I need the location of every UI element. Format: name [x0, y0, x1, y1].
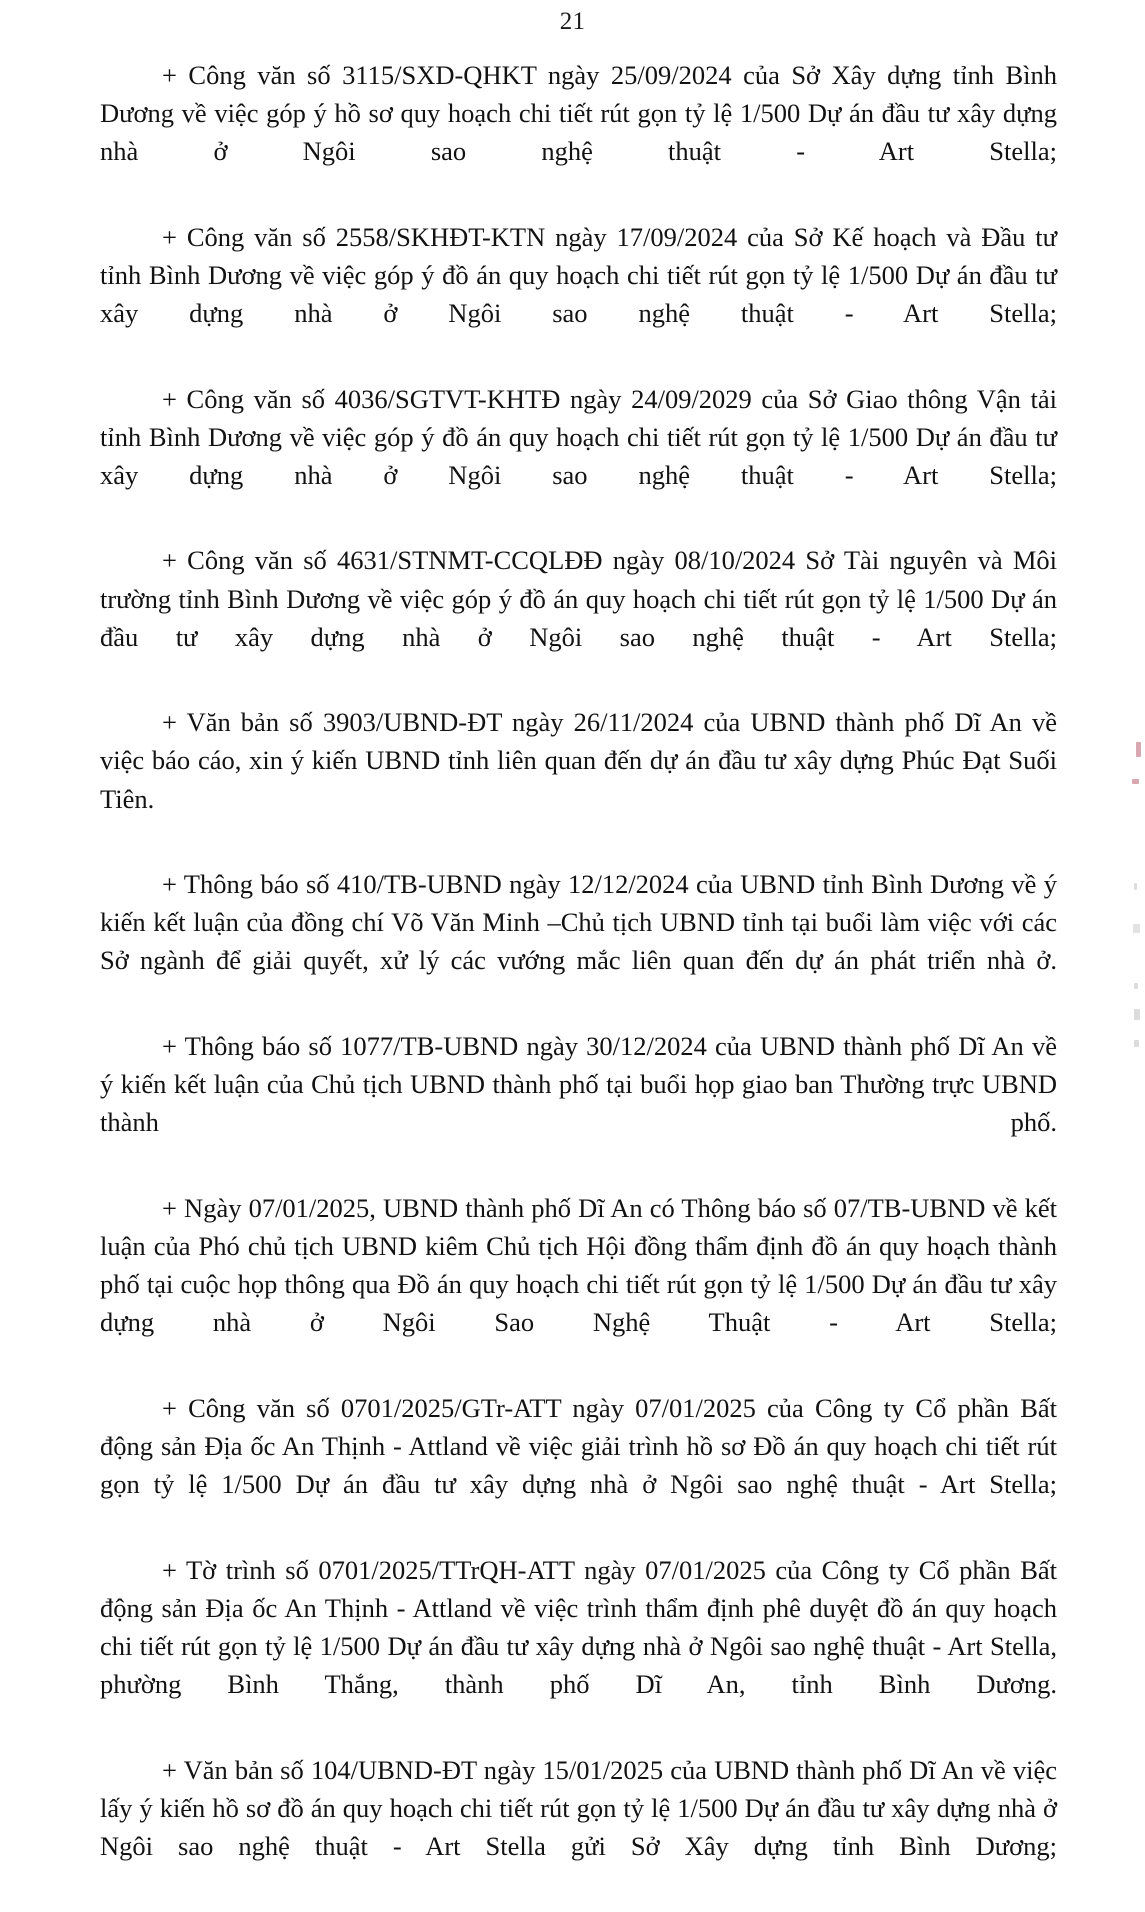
paragraph-tt-0701-2025-ttrqh-att: + Tờ trình số 0701/2025/TTrQH-ATT ngày 07/01/2025 của Công ty Cổ phần Bất động sản Địa ốc An Thịnh - Attland về việc trình thẩm định phê duyệt đồ án quy hoạch chi tiết rút gọn tỷ lệ 1/500 Dự án đầu tư xây dựng nhà ở Ngôi sao nghệ thuật - Art Stella, phường Bình Thắng, thành phố Dĩ An, tỉnh Bình Dương. — [100, 1554, 1057, 1700]
scan-artifact-mark — [1134, 883, 1137, 890]
paragraph-cv-2558-skhdt-ktn: + Công văn số 2558/SKHĐT-KTN ngày 17/09/2024 của Sở Kế hoạch và Đầu tư tỉnh Bình Dương về việc góp ý đồ án quy hoạch chi tiết rút gọn tỷ lệ 1/500 Dự án đầu tư xây dựng nhà ở Ngôi sao nghệ thuật - Art Stella; — [100, 221, 1057, 329]
paragraph-tb-07-tb-ubnd: + Ngày 07/01/2025, UBND thành phố Dĩ An có Thông báo số 07/TB-UBND về kết luận của Phó chủ tịch UBND kiêm Chủ tịch Hội đồng thẩm định đồ án quy hoạch thành phố tại cuộc họp thông qua Đồ án quy hoạch chi tiết rút gọn tỷ lệ 1/500 Dự án đầu tư xây dựng nhà ở Ngôi Sao Nghệ Thuật - Art Stella; — [100, 1192, 1057, 1338]
paragraph-cv-4631-stnmt-ccqldd: + Công văn số 4631/STNMT-CCQLĐĐ ngày 08/10/2024 Sở Tài nguyên và Môi trường tỉnh Bình Dương về việc góp ý đồ án quy hoạch chi tiết rút gọn tỷ lệ 1/500 Dự án đầu tư xây dựng nhà ở Ngôi sao nghệ thuật - Art Stella; — [100, 545, 1057, 652]
scan-artifact-mark — [1134, 1009, 1140, 1020]
paragraph-cv-4036-sgtvt-khtd: + Công văn số 4036/SGTVT-KHTĐ ngày 24/09/2029 của Sở Giao thông Vận tải tỉnh Bình Dương về việc góp ý đồ án quy hoạch chi tiết rút gọn tỷ lệ 1/500 Dự án đầu tư xây dựng nhà ở Ngôi sao nghệ thuật - Art Stella; — [100, 383, 1057, 491]
paragraph-vb-104-ubnd-dt: + Văn bản số 104/UBND-ĐT ngày 15/01/2025 của UBND thành phố Dĩ An về việc lấy ý kiến hồ sơ đồ án quy hoạch chi tiết rút gọn tỷ lệ 1/500 Dự án đầu tư xây dựng nhà ở Ngôi sao nghệ thuật - Art Stella gửi Sở Xây dựng tỉnh Bình Dương; — [100, 1754, 1057, 1861]
paragraph-tb-1077-tb-ubnd: + Thông báo số 1077/TB-UBND ngày 30/12/2024 của UBND thành phố Dĩ An về ý kiến kết luận của Chủ tịch UBND thành phố tại buổi họp giao ban Thường trực UBND thành phố. — [100, 1030, 1057, 1138]
scan-artifact-mark — [1136, 742, 1141, 757]
scan-artifact-mark — [1133, 924, 1140, 933]
scan-artifact-mark — [1134, 983, 1138, 989]
paragraph-vb-3903-ubnd-dt: + Văn bản số 3903/UBND-ĐT ngày 26/11/2024 của UBND thành phố Dĩ An về việc báo cáo, xin ý kiến UBND tỉnh liên quan đến dự án đầu tư xây dựng Phúc Đạt Suối Tiên. — [100, 707, 1057, 814]
scan-artifact-marks — [1119, 0, 1145, 1500]
scan-artifact-mark — [1132, 779, 1139, 784]
document-body — [100, 56, 1057, 1912]
page-number: 21 — [559, 8, 586, 35]
paragraph-cv-0701-2025-gtr-att: + Công văn số 0701/2025/GTr-ATT ngày 07/01/2025 của Công ty Cổ phần Bất động sản Địa ốc An Thịnh - Attland về việc giải trình hồ sơ Đồ án quy hoạch chi tiết rút gọn tỷ lệ 1/500 Dự án đầu tư xây dựng nhà ở Ngôi sao nghệ thuật - Art Stella; — [100, 1392, 1057, 1500]
paragraph-cv-3115-sxd-qhkt: + Công văn số 3115/SXD-QHKT ngày 25/09/2024 của Sở Xây dựng tỉnh Bình Dương về việc góp ý hồ sơ quy hoạch chi tiết rút gọn tỷ lệ 1/500 Dự án đầu tư xây dựng nhà ở Ngôi sao nghệ thuật - Art Stella; — [100, 60, 1057, 167]
scan-artifact-mark — [1134, 1040, 1139, 1047]
paragraph-tb-410-tb-ubnd: + Thông báo số 410/TB-UBND ngày 12/12/2024 của UBND tỉnh Bình Dương về ý kiến kết luận của đồng chí Võ Văn Minh –Chủ tịch UBND tỉnh tại buổi làm việc với các Sở ngành để giải quyết, xử lý các vướng mắc liên quan đến dự án phát triển nhà ở. — [100, 869, 1057, 976]
